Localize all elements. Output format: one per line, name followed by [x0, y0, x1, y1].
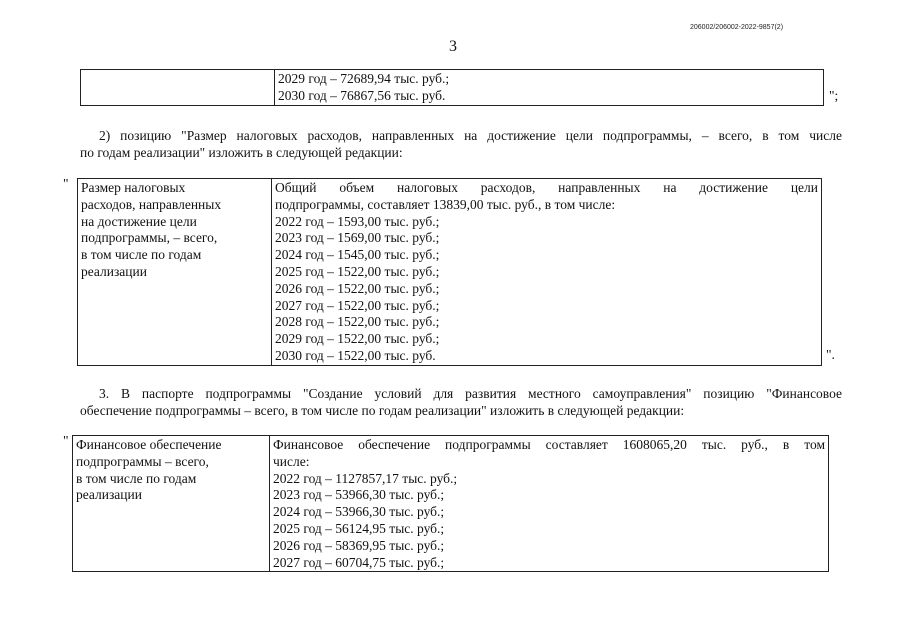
table2-year-line: 2030 год – 1522,00 тыс. руб. — [275, 347, 436, 363]
page-number: 3 — [449, 38, 457, 55]
tax-expenses-table — [77, 178, 822, 366]
table3-right-cell — [270, 436, 829, 572]
table3-left-line: подпрограммы – всего, — [76, 453, 209, 469]
table2-close-quote: ". — [826, 347, 835, 362]
paragraph-3 — [80, 385, 842, 419]
table3-left-line: в том числе по годам — [76, 470, 197, 486]
table3-year-line: 2022 год – 1127857,17 тыс. руб.; — [273, 470, 458, 486]
table3-left-line: Финансовое обеспечение — [76, 437, 222, 452]
table2-year-line: 2029 год – 1522,00 тыс. руб.; — [275, 331, 440, 347]
table2-left-line: Размер налоговых — [81, 180, 186, 195]
table2-year-line: 2025 год – 1522,00 тыс. руб.; — [275, 263, 440, 279]
table2-left-cell — [78, 179, 272, 366]
paragraph-3-line2: обеспечение подпрограммы – всего, в том числе по годам реализации" изложить в следующей редакции: — [80, 403, 685, 418]
table2-left-line: подпрограммы, – всего, — [81, 230, 218, 246]
table3-left-line: реализации — [76, 487, 142, 503]
table2-intro-line1: Общий объем налоговых расходов, направленных на достижение цели — [275, 180, 818, 195]
table1-close-quote: "; — [829, 88, 839, 103]
table2-year-line: 2023 год – 1569,00 тыс. руб.; — [275, 230, 440, 246]
table2-year-line: 2027 год – 1522,00 тыс. руб.; — [275, 297, 440, 313]
table3-left-cell — [73, 436, 270, 572]
table1-line: 2029 год – 72689,94 тыс. руб.; — [278, 71, 450, 86]
funding-table — [72, 435, 829, 572]
table2-left-line: реализации — [81, 263, 147, 279]
paragraph-3-line1: 3. В паспорте подпрограммы "Создание условий для развития местного самоуправления" позицию "Финансовое — [99, 386, 842, 401]
table2-open-quote: " — [63, 176, 69, 191]
table1-left-cell — [81, 70, 275, 106]
table2-intro-line2: подпрограммы, составляет 13839,00 тыс. руб., в том числе: — [275, 196, 616, 212]
table3-year-line: 2024 год – 53966,30 тыс. руб.; — [273, 504, 445, 520]
table2-year-line: 2022 год – 1593,00 тыс. руб.; — [275, 213, 440, 229]
table2-year-line: 2026 год – 1522,00 тыс. руб.; — [275, 280, 440, 296]
table2-year-line: 2028 год – 1522,00 тыс. руб.; — [275, 314, 440, 330]
table3-intro-line1: Финансовое обеспечение подпрограммы составляет 1608065,20 тыс. руб., в том — [273, 437, 825, 452]
table3-year-line: 2023 год – 53966,30 тыс. руб.; — [273, 487, 445, 503]
table1-line: 2030 год – 76867,56 тыс. руб. — [278, 87, 446, 103]
funding-table-continuation — [80, 69, 824, 106]
table3-intro-line2: числе: — [273, 453, 310, 469]
table3-year-line: 2025 год – 56124,95 тыс. руб.; — [273, 520, 445, 536]
table1-right-cell — [275, 70, 824, 106]
table2-left-line: в том числе по годам — [81, 247, 202, 263]
table2-left-line: на достижение цели — [81, 213, 197, 229]
table3-year-line: 2027 год – 60704,75 тыс. руб.; — [273, 554, 445, 570]
paragraph-2-line2: по годам реализации" изложить в следующей редакции: — [80, 145, 403, 160]
table3-year-line: 2026 год – 58369,95 тыс. руб.; — [273, 537, 445, 553]
table3-open-quote: " — [63, 433, 69, 448]
paragraph-2 — [80, 127, 842, 161]
table2-right-cell — [272, 179, 822, 366]
table2-left-line: расходов, направленных — [81, 196, 222, 212]
table2-year-line: 2024 год – 1545,00 тыс. руб.; — [275, 247, 440, 263]
document-number: 206002/206002-2022-9857(2) — [690, 24, 784, 31]
paragraph-2-line1: 2) позицию "Размер налоговых расходов, направленных на достижение цели подпрограммы, – всего, в том числе — [99, 128, 842, 143]
